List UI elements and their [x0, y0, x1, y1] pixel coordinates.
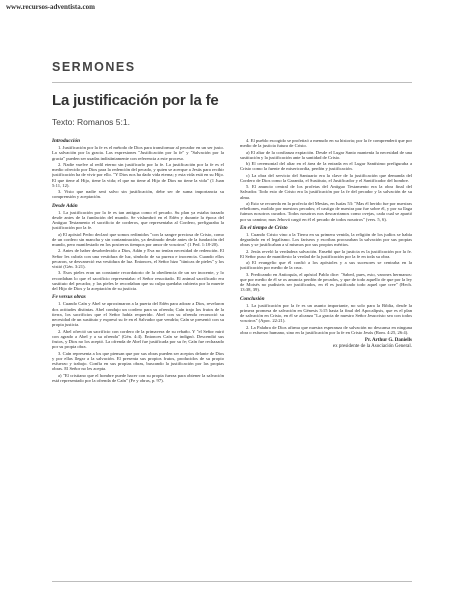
footer-divider — [52, 581, 412, 582]
author-name: Pr. Arthur G. Daniells — [364, 338, 412, 343]
body-paragraph: 2. Abel ofreció un sacrificio con cordero de la primavera de su rebaño. Y "el Señor miró con agrado a Abel y a su ofrenda" (Gén. 4:4). Entonces Caín se indignó. Descendió sus frutos, y Dios no los aceptó. La ofrenda de Abel fue justificada por su fe; Caín fue rechazado por su propia obra. — [52, 328, 224, 350]
body-paragraph: 1. Cuando Cristo vino a la Tierra en su primera venida, la religión de los judíos se había degradado en el legalismo. Los fariseos y escribas procuraban la salvación por sus propias obras y se justificaban a sí mismos por sus propios méritos. — [240, 231, 412, 248]
body-paragraph: 2. Nadie vuelve al redil eterno sin justificarlo por la fe. La justificación por la fe es el medio ofrecido por Dios para la redención del pecado, y quien se acerque a Jesús para recibir justificación ha de vivir por ello. "Y Dios nos ha dado vida eterna; y esta vida está en su Hijo. El que tiene al Hijo, tiene la vida; el que no tiene al Hijo de Dios no tiene la vida" (1 Juan 5:11, 12). — [52, 161, 224, 188]
body-paragraph: 2. Antes de haber desobedecido a Dios, Adán y Eva no tenían necesidad de redención. El Señor les cubría con una vestidura de luz, símbolo de su pureza e inocencia. Cuando ellos pecaron, se desvaneció esa vestidura de luz. Entonces, el Señor hizo "túnicas de pieles" y los vistió (Gén. 3:21). — [52, 248, 224, 269]
body-paragraph: b) El ceremonial del altar en el área de la entrada en el Lugar Santísimo prefiguraba a Cristo como la fuente de misericordia, perdón y justificación. — [240, 161, 412, 172]
body-paragraph: 1. La justificación por la fe es un asunto importante, no solo para la Biblia, desde la primera promesa de salvación en Génesis 3:15 hasta la final del Apocalipsis, que es el plan de salvación en Cristo, en él se alcanza "La gracia de nuestro Señor Jesucristo sea con todos vosotros" (Apoc. 22:21). — [240, 302, 412, 324]
body-paragraph: 1. Justificación por la fe es el método de Dios para transformar al pecador en un ser justo. La salvación por la gracia. Las expresiones "Justificación por la fe" y "Salvación por la gracia" pueden ser usadas indistintamente con referencia a este proceso. — [52, 145, 224, 161]
left-column — [52, 138, 224, 576]
author-role: ex presidente de la Asociación General. — [332, 344, 412, 349]
section-label: SERMONES — [52, 60, 136, 74]
body-paragraph: 3. Caín representa a los que piensan que por sus obras pueden ser aceptos delante de Dios y por ellas llegar a la salvación. El presenta sus propios frutos, producidos de su propio esfuerzo y trabajo. Confía en sus propias obras, buscando la justificación por las propias obras. El Señor no les acepta. — [52, 350, 224, 372]
body-paragraph: 3. Predicando en Antioquía, el apóstol Pablo dice: "Sabed, pues, esto, varones hermanos: que por medio de él se os anuncia perdón de pecados, y que de todo aquello de que por la ley de Moisés no pudisteis ser justificados, en él es justificado todo aquel que cree" (Hech. 13:38, 39). — [240, 271, 412, 293]
body-paragraph: 3. Visto que nadie será salvo sin justificación, debe ser de suma importancia su comprensión y aceptación. — [52, 189, 224, 200]
body-paragraph: a) El altar de la confianza expiación. Desde el Lugar Santo mantenía la necesidad de una sustitución y la justificación ante la santidad de Cristo. — [240, 149, 412, 160]
body-paragraph: a) "El cristiano que el hombre puede hacer con su propia fuerza para obtener la salvación está representado por la ofrenda de Caín" (Fe y obras, p. 97). — [52, 372, 224, 383]
section-heading: En el tiempo de Cristo — [240, 224, 288, 231]
body-paragraph: a) El evangelio que él confió a los apóstoles y a sus sucesores se centraba en la justificación por medio de la cruz. — [240, 260, 412, 271]
right-column — [240, 138, 412, 576]
author-signature — [240, 338, 412, 350]
section-heading: Desde Adán — [52, 202, 78, 209]
scripture-reference: Texto: Romanos 5:1. — [52, 117, 130, 127]
body-paragraph: 5. El anuncio central de los profetas del Antiguo Testamento era la obra final del Salvador. Todo esto de Cristo era la justificación por la fe del pecador y la salvación de su alma. — [240, 184, 412, 200]
body-paragraph: 1. Cuando Caín y Abel se aproximaron a la puerta del Edén para adorar a Dios, revelaron dos actitudes distintas. Abel condujo un cordero para su ofrenda; Caín trajo los frutos de la tierra, los sacrificios que el Señor había requerido. Abel con su ofrenda reconoció su necesidad de un sustituto y expresó su fe en el Salvador que vendría; Caín se presentó con su propia justicia. — [52, 301, 224, 328]
section-heading: Fe versus obras — [52, 294, 86, 301]
section-heading: Introducción — [52, 138, 80, 144]
body-paragraph: c) La obra del servicio del Santuario era la clave de la justificación que demanda del Cordero de Dios como la Garantía, el Sustituto, el Justificador y el Santificador del hombre. — [240, 172, 412, 183]
section-heading: Conclusión — [240, 295, 265, 302]
body-paragraph: 3. Esos pieles eran un constante recordatorio de la obediencia de un ser inocente, y lo recordaban lo que el sacrificio representaba: el Señor resucitado. El animal sacrificado era sustituto del pecador, y las pieles le recordaban que su culpa quedaba cubierta por la muerte del Hijo de Dios y la aceptación de su justicia. — [52, 270, 224, 291]
body-paragraph: a) Esto se recuerda en la profecía del Mesías, en Isaías 53: "Mas él herido fue por nuestras rebeliones, molido por nuestros pecados; el castigo de nuestra paz fue sobre él, y por su llaga fuimos nosotros curados. Todos nosotros nos descarriamos como ovejas, cada cual se apartó por su camino; mas Jehová cargó en él el pecado de todos nosotros" (vers. 5, 6). — [240, 200, 412, 222]
article-title: La justificación por la fe — [52, 92, 219, 109]
body-paragraph: 2. La Palabra de Dios afirma que nuestra esperanza de salvación no descansa en ninguna obra o esfuerzo humano, sino en la justificación por la fe en Cristo Jesús (Rom. 4:25, 26:4). — [240, 324, 412, 335]
body-paragraph: 2. Jesús reveló la verdadera salvación. Enseñó que la justicia es la justificación por la fe. El Señor puso de manifiesto la verdad de la justificación por la fe en toda su obra. — [240, 248, 412, 259]
header-divider — [52, 82, 412, 83]
body-paragraph: a) El apóstol Pedro declaró que somos redimidos "con la sangre preciosa de Cristo, como de un cordero sin mancha y sin contaminación, ya destinado desde antes de la fundación del mundo, pero manifestado en los postreros tiempos por amor de vosotros" (1 Ped. 1:18-20). — [52, 231, 224, 247]
site-url-watermark: www.recursos-adventista.com — [6, 3, 95, 11]
body-paragraph: 4. El pueblo escogido se profetizó a menudo en su historia; por la fe comprenderá que por medio de la justicia futura de Cristo. — [240, 138, 412, 149]
body-paragraph: 1. La justificación por la fe es tan antigua como el pecado. Su plan ya estaba trazado desde antes de la fundación del mundo. Se vislumbró en el Edén y durante la época del Antiguo Testamento el sacrificio de corderos, que representaba al Cordero, prefiguraba la justificación por la fe. — [52, 209, 224, 231]
